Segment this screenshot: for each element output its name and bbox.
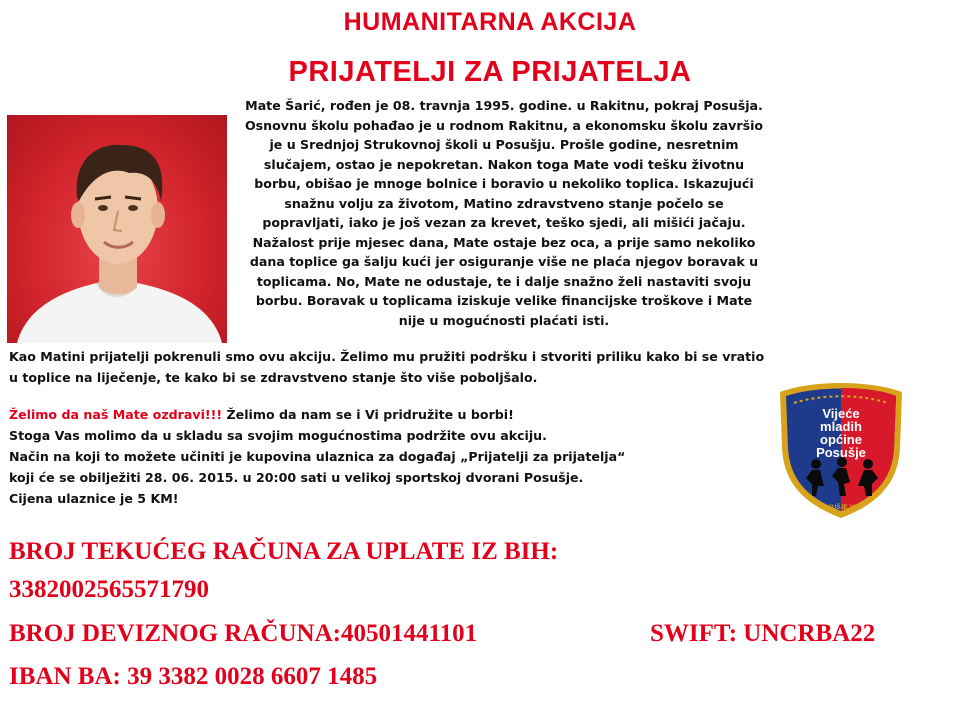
- page-subtitle: PRIJATELJI ZA PRIJATELJA: [288, 56, 692, 88]
- youth-council-logo: [772, 378, 910, 520]
- logo-line-4: Posušje: [816, 445, 866, 460]
- appeal-line-1: Želimo da nam se i Vi pridružite u borbi!: [222, 407, 514, 422]
- swift-code: SWIFT: UNCRBA22: [650, 620, 876, 647]
- appeal-intro: Kao Matini prijatelji pokrenuli smo ovu akciju. Želimo mu pružiti podršku i stvoriti priliku kako bi se vratio u toplice na liječenje, te kako bi se zdravstveno stanje što više poboljšalo.: [9, 349, 765, 385]
- account-label: BROJ TEKUĆEG RAČUNA ZA UPLATE IZ BIH:: [9, 538, 559, 565]
- portrait-photo: [7, 115, 227, 343]
- appeal-line-5: Cijena ulaznice je: [9, 491, 138, 506]
- foreign-account: BROJ DEVIZNOG RAČUNA:40501441101: [9, 620, 478, 647]
- ticket-price: 5 KM!: [137, 491, 179, 506]
- logo-line-1: Vijeće: [822, 406, 860, 421]
- logo-bottom-text: POSUŠJE 1998: [819, 505, 863, 511]
- account-number: 3382002565571790: [9, 576, 209, 603]
- bio-text: , rođen je 08. travnja 1995. godine. u Rakitnu, pokraj Posušja. Osnovnu školu pohađao je u rodnom Rakitnu, a ekonomsku školu završio je u Srednjoj Strukovnoj školi u Posušju. Prošle godine, nesretnim slučajem, ostao je nepokretan. Nakon toga Mate vodi tešku životnu borbu, obišao je mnoge bolnice i boravio u nekoliko toplica. Iskazujući snažnu volju za životom, Matino zdravstveno stanje počelo se popravljati, iako je još vezan za krevet, teško sjedi, ali mišići jačaju. Nažalost prije mjesec dana, Mate ostaje bez oca, a prije samo nekoliko dana toplice ga šalju kući jer osiguranje više ne plaća njegov boravak u toplicama. No, Mate ne odustaje, te i dalje snažno želi nastaviti svoju borbu. Boravak u toplicama iziskuje velike financijske troškove i Mate nije u mogućnosti plaćati isti.: [244, 98, 764, 328]
- bio-paragraph: [244, 96, 764, 330]
- logo-line-2: mladih: [820, 419, 862, 434]
- person-name: Mate Šarić: [245, 98, 321, 113]
- appeal-line-3: Način na koji to možete učiniti je kupovina ulaznica za događaj „Prijatelji za prijatelja“: [9, 449, 626, 464]
- appeal-line-4: koji će se obilježiti 28. 06. 2015. u 20:00 sati u velikoj sportskoj dvorani Posušje.: [9, 470, 584, 485]
- appeal-line-2: Stoga Vas molimo da u skladu sa svojim mogućnostima podržite ovu akciju.: [9, 428, 547, 443]
- page-title: HUMANITARNA AKCIJA: [343, 8, 637, 36]
- iban-number: IBAN BA: 39 3382 0028 6607 1485: [9, 663, 378, 690]
- logo-line-3: općine: [820, 432, 862, 447]
- appeal-details: [9, 404, 779, 509]
- appeal-highlight: Želimo da naš Mate ozdravi!!!: [9, 407, 223, 422]
